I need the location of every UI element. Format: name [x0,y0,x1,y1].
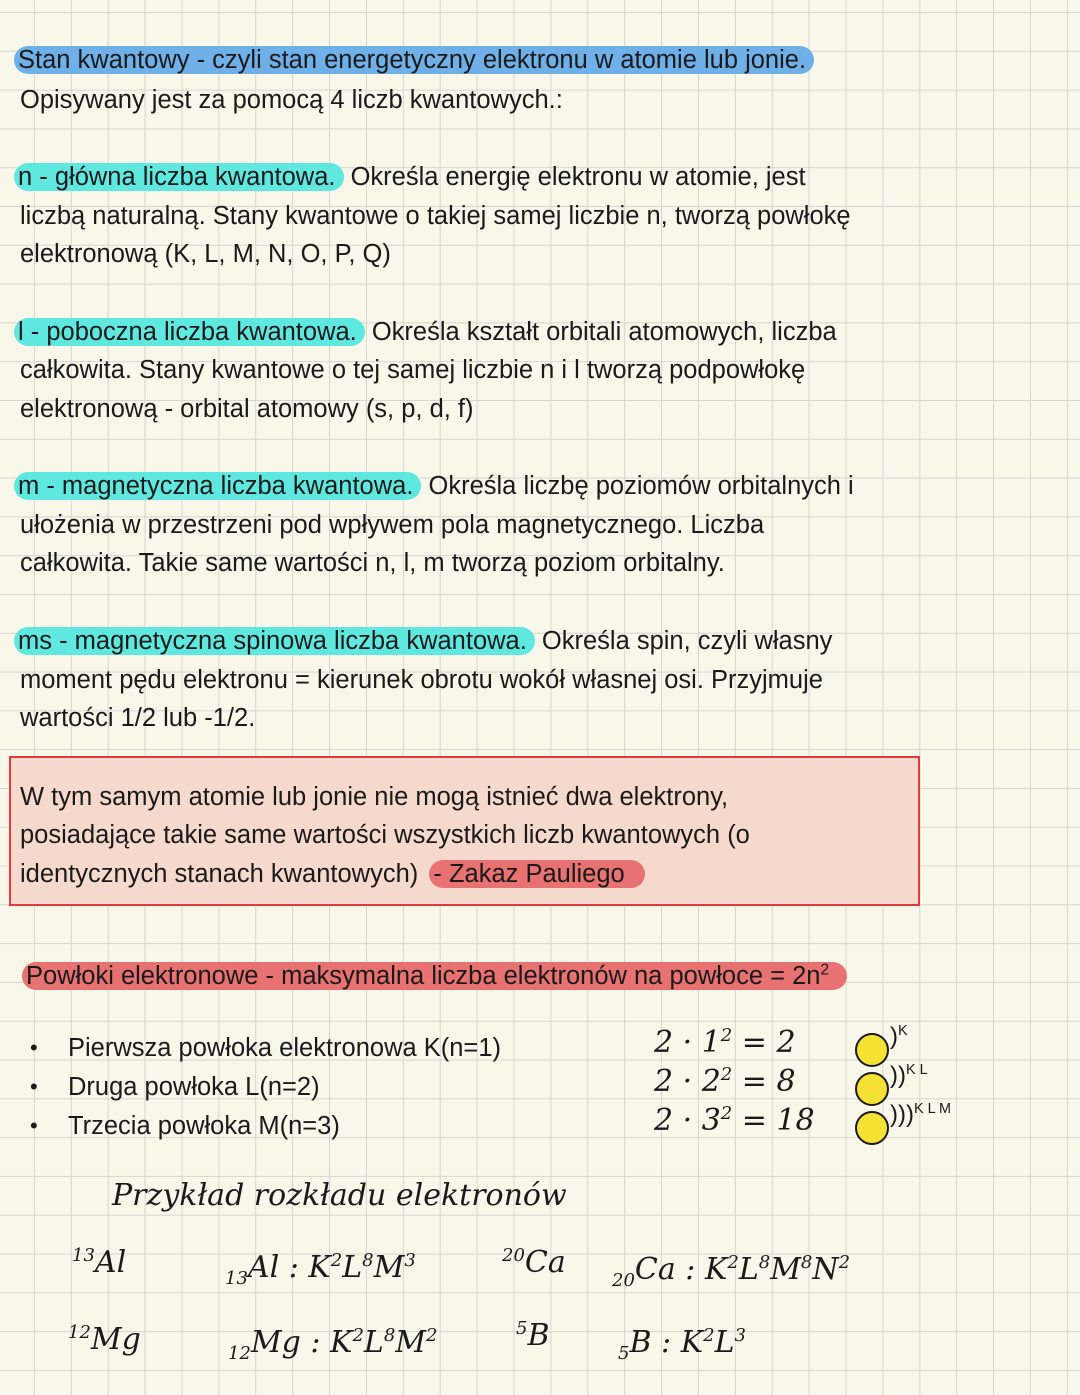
pauli-line1: W tym samym atomie lub jonie nie mogą istnieć dwa elektrony, [20,783,729,811]
shells-title: Powłoki elektronowe - maksymalna liczba elektronów na powłoce = $2n^2$ [28,953,847,993]
pauli-principle-tag: - Zakaz Pauliego [429,860,644,888]
bullet-icon: • [30,1035,38,1060]
atom-nucleus-icon [855,1072,889,1106]
shell-item: Druga powłoka L(n=2) [68,1072,320,1101]
shell-capacity-calc: $2 \cdot 1^2 = 2$ [654,1025,796,1060]
shell-capacity-calc: $2 \cdot 2^2 = 8$ [654,1063,796,1099]
b-symbol: $^5$B [516,1318,550,1353]
m-def-line1: m - magnetyczna liczba kwantowa. Określa liczbę poziomów orbitalnych i [20,469,854,503]
bullet-icon: • [30,1073,38,1099]
n-def-line2: liczbą naturalną. Stany kwantowe o takiej samej liczbie n, tworzą powłokę [20,202,851,230]
n-def-line3: elektronową (K, L, M, N, O, P, Q) [20,240,391,268]
ms-heading: ms - magnetyczna spinowa liczba kwantowa. [14,627,535,655]
mg-config: $_{12}$Mg : $K^2L^8M^2$ [228,1325,438,1364]
ms-def-line1: ms - magnetyczna spinowa liczba kwantowa. Określa spin, czyli własny [20,624,832,658]
ms-def-line3: wartości 1/2 lub -1/2. [20,704,256,732]
atom-shells-icon: )$^K$ [890,1023,908,1050]
al-config: $_{13}$Al : $K^2L^8M^3$ [225,1250,416,1289]
m-def-line3: całkowita. Takie same wartości n, l, m tworzą poziom orbitalny. [20,549,725,577]
atom-shells-icon: )))$^{K L M}$ [890,1100,952,1128]
l-def-line1: l - poboczna liczba kwantowa. Określa kształt orbitali atomowych, liczba [20,315,837,349]
m-heading: m - magnetyczna liczba kwantowa. [14,472,421,500]
l-def-line2: całkowita. Stany kwantowe o tej samej liczbie n i l tworzą podpowłokę [20,356,806,384]
intro-line: Opisywany jest za pomocą 4 liczb kwantowych.: [20,86,563,114]
mg-symbol: $^{12}$Mg [68,1322,141,1357]
m-def-line2: ułożenia w przestrzeni pod wpływem pola magnetycznego. Liczba [20,511,765,539]
atom-shells-icon: ))$^{K L}$ [890,1061,928,1089]
shell-capacity-calc: $2 \cdot 3^2 = 18$ [654,1102,815,1138]
l-heading: l - poboczna liczba kwantowa. [14,318,365,346]
atom-nucleus-icon [855,1111,889,1145]
shell-item: Pierwsza powłoka elektronowa K(n=1) [68,1034,502,1062]
ms-def-line2: moment pędu elektronu = kierunek obrotu wokół własnej osi. Przyjmuje [20,666,823,694]
b-config: $_5$B : $K^2L^3$ [618,1325,746,1364]
intro-title: Stan kwantowy - czyli stan energetyczny elektronu w atomie lub jonie. [20,43,814,77]
n-def-line1: n - główna liczba kwantowa. Określa energię elektronu w atomie, jest [20,160,806,194]
n-heading: n - główna liczba kwantowa. [14,163,344,191]
shell-item: Trzecia powłoka M(n=3) [68,1111,340,1140]
pauli-line2: posiadające takie same wartości wszystkich liczb kwantowych (o [20,821,750,849]
ca-config: $_{20}$Ca : $K^2L^8M^8N^2$ [612,1252,851,1291]
l-def-line3: elektronową - orbital atomowy (s, p, d, f) [20,395,474,423]
pauli-line3: identycznych stanach kwantowych) - Zakaz Pauliego [20,857,645,891]
examples-title: Przykład rozkładu elektronów [112,1178,567,1213]
atom-nucleus-icon [855,1033,889,1067]
ca-symbol: $^{20}$Ca [502,1245,566,1280]
al-symbol: $^{13}$Al [72,1245,127,1280]
bullet-icon: • [30,1112,38,1138]
